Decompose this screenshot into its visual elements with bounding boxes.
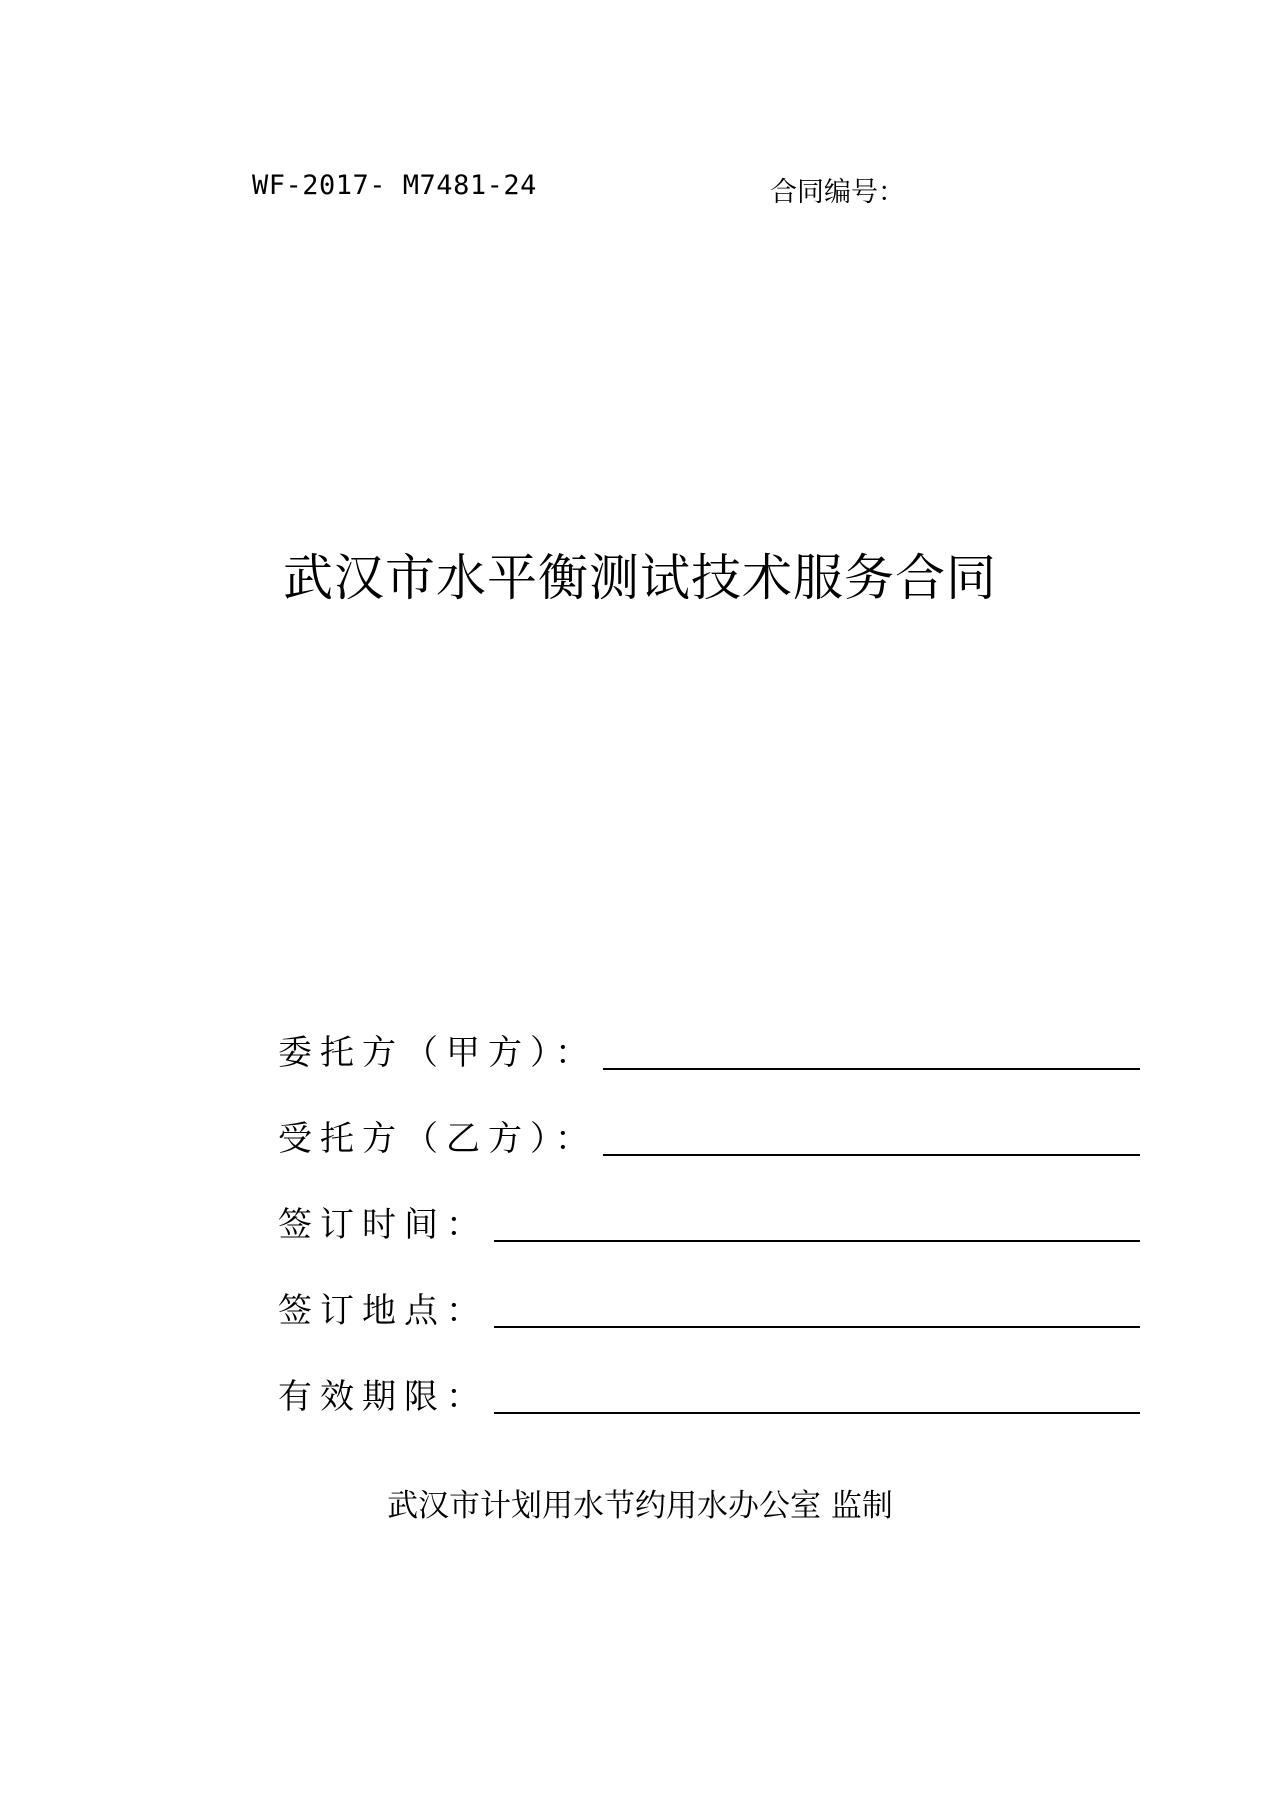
validity-field[interactable] [494, 1382, 1140, 1414]
contract-title: 武汉市水平衡测试技术服务合同 [283, 549, 997, 607]
field-row-client [278, 990, 1140, 1076]
client-field[interactable] [603, 1038, 1140, 1070]
contractor-label: 受托方（乙方）： [278, 1119, 597, 1159]
sign-date-label: 签订时间： [278, 1205, 488, 1245]
contractor-field[interactable] [603, 1124, 1140, 1156]
supervising-office: 武汉市计划用水节约用水办公室 监制 [387, 1488, 893, 1524]
field-row-sign-place [278, 1248, 1140, 1334]
client-label: 委托方（甲方）： [278, 1033, 597, 1073]
contract-number [770, 170, 985, 209]
field-row-contractor [278, 1076, 1140, 1162]
field-row-sign-date [278, 1162, 1140, 1248]
field-row-validity [278, 1334, 1140, 1420]
sign-place-label: 签订地点： [278, 1291, 488, 1331]
contract-info-fields [278, 990, 1140, 1420]
sign-date-field[interactable] [494, 1210, 1140, 1242]
contract-number-label: 合同编号： [770, 177, 905, 208]
validity-label: 有效期限： [278, 1377, 488, 1417]
document-code: WF-2017- M7481-24 [252, 170, 537, 201]
sign-place-field[interactable] [494, 1296, 1140, 1328]
